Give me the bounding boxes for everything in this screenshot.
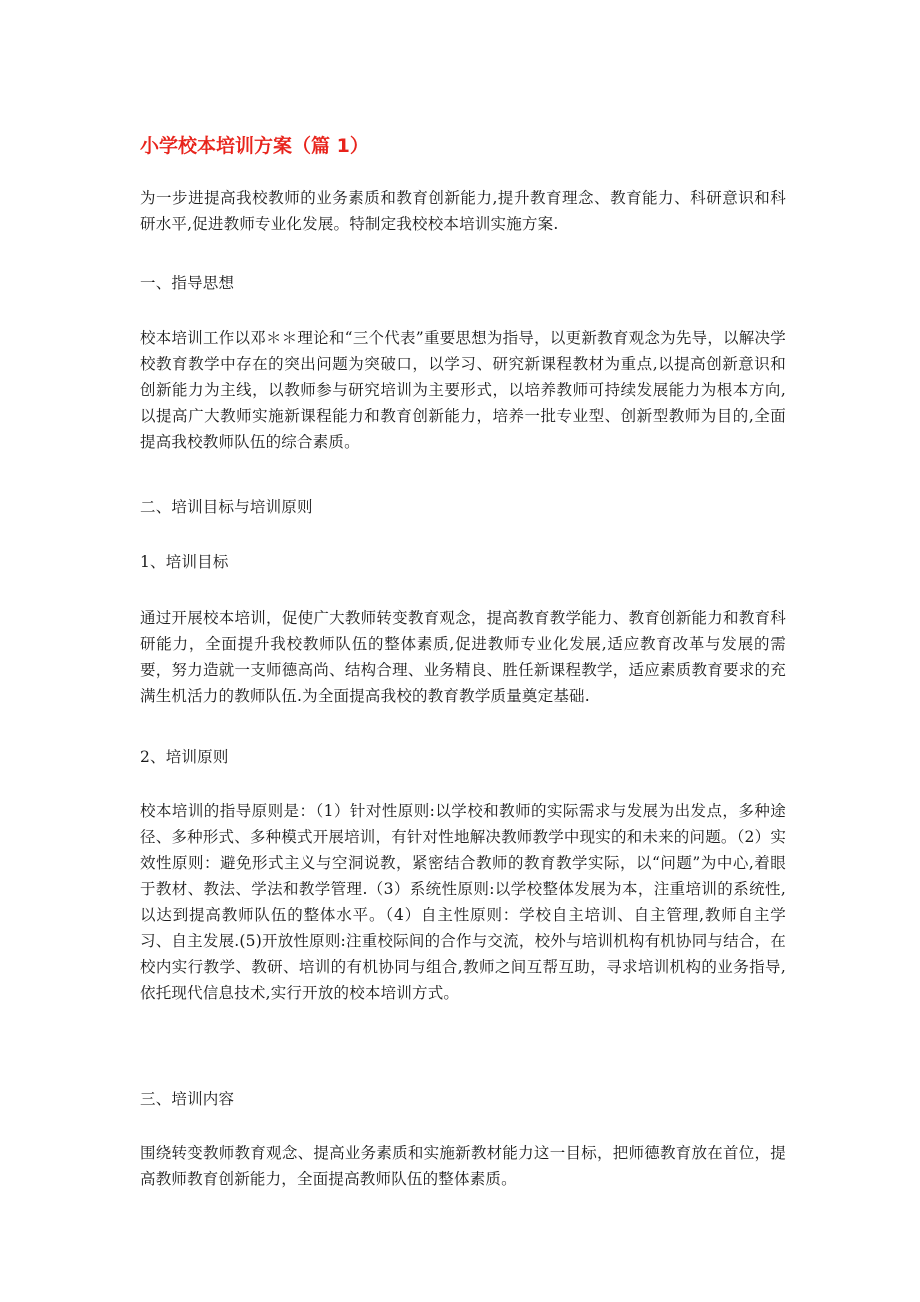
intro-paragraph: 为一步进提高我校教师的业务素质和教育创新能力,提升教育理念、教育能力、科研意识和科研水平,促进教师专业化发展。特制定我校校本培训实施方案. (140, 189, 786, 233)
section-heading-guiding-ideology: 一、指导思想 (140, 274, 235, 292)
training-goals-paragraph: 通过开展校本培训，促使广大教师转变教育观念，提高教育教学能力、教育创新能力和教育科研能力，全面提升我校教师队伍的整体素质,促进教师专业化发展,适应教育改革与发展的需要，努力造就一支师德高尚、结构合理、业务精良、胜任新课程教学，适应素质教育要求的充满生机活力的教师队伍.为全面提高我校的教育教学质量奠定基础. (140, 609, 786, 705)
subheading-training-principles: 2、培训原则 (140, 748, 229, 766)
section-heading-training-content: 三、培训内容 (140, 1090, 235, 1108)
section-heading-goals-principles: 二、培训目标与培训原则 (140, 498, 313, 516)
document-title: 小学校本培训方案（篇 1） (140, 135, 369, 157)
training-principles-paragraph: 校本培训的指导原则是：（1）针对性原则:以学校和教师的实际需求与发展为出发点，多种途径、多种形式、多种模式开展培训，有针对性地解决教师教学中现实的和未来的问题。（2）实效性原则：避免形式主义与空洞说教，紧密结合教师的教育教学实际，以“问题”为中心,着眼于教材、教法、学法和教学管理.（3）系统性原则:以学校整体发展为本，注重培训的系统性,以达到提高教师队伍的整体水平。（4）自主性原则：学校自主培训、自主管理,教师自主学习、自主发展.(5)开放性原则:注重校际间的合作与交流，校外与培训机构有机协同与结合，在校内实行教学、教研、培训的有机协同与组合,教师之间互帮互助，寻求培训机构的业务指导,依托现代信息技术,实行开放的校本培训方式。 (140, 802, 787, 1002)
guiding-ideology-paragraph: 校本培训工作以邓＊＊理论和“三个代表”重要思想为指导，以更新教育观念为先导，以解决学校教育教学中存在的突出问题为突破口，以学习、研究新课程教材为重点,以提高创新意识和创新能力为主线，以教师参与研究培训为主要形式，以培养教师可持续发展能力为根本方向,以提高广大教师实施新课程能力和教育创新能力，培养一批专业型、创新型教师为目的,全面提高我校教师队伍的综合素质。 (140, 329, 786, 451)
subheading-training-goals: 1、培训目标 (140, 553, 229, 571)
training-content-paragraph: 围绕转变教师教育观念、提高业务素质和实施新教材能力这一目标，把师德教育放在首位，提高教师教育创新能力，全面提高教师队伍的整体素质。 (140, 1144, 786, 1188)
